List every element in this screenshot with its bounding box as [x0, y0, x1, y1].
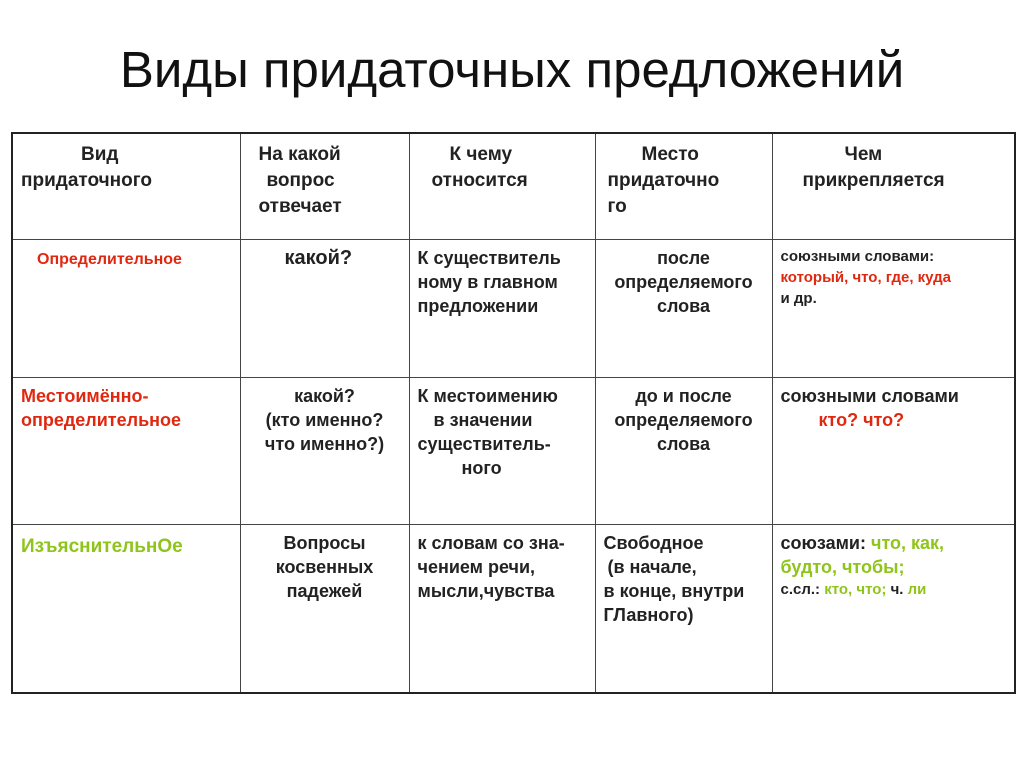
- row-attach-cell: союзными словами кто? что?: [772, 377, 1015, 524]
- table-row: [12, 239, 1015, 377]
- row-relates-cell: К существитель ному в главном предложении: [409, 239, 595, 377]
- row-kind-cell: [12, 239, 240, 377]
- row-question-cell: какой?: [240, 239, 409, 377]
- row-kind-cell: ИзъяснительнОе: [12, 524, 240, 693]
- row-kind-cell: Местоимённо- определительное: [12, 377, 240, 524]
- header-kind: Вид придаточного: [12, 133, 240, 239]
- row-place-cell: Свободное (в начале, в конце, внутри ГЛавного): [595, 524, 772, 693]
- row-relates-cell: к словам со зна- чением речи, мысли,чувства: [409, 524, 595, 693]
- row-relates-cell: К местоимению в значении существитель- ного: [409, 377, 595, 524]
- kind-label: Определительное: [37, 250, 182, 268]
- table-row: [12, 524, 1015, 693]
- clauses-table: [11, 132, 1016, 694]
- header-relates: К чему относится: [409, 133, 595, 239]
- table-header-row: [12, 133, 1015, 239]
- row-question-cell: Вопросы косвенных падежей: [240, 524, 409, 693]
- row-question-cell: какой? (кто именно? что именно?): [240, 377, 409, 524]
- table-row: [12, 377, 1015, 524]
- header-place: Место придаточно го: [595, 133, 772, 239]
- page-title: Виды придаточных предложений: [119, 41, 905, 98]
- header-question: На какой вопрос отвечает: [240, 133, 409, 239]
- row-attach-cell: союзами: что, как, будто, чтобы; с.сл.: кто, что; ч. ли: [772, 524, 1015, 693]
- row-attach-cell: союзными словами: который, что, где, куда и др.: [772, 239, 1015, 377]
- row-place-cell: после определяемого слова: [595, 239, 772, 377]
- row-place-cell: до и после определяемого слова: [595, 377, 772, 524]
- header-attach: Чем прикрепляется: [772, 133, 1015, 239]
